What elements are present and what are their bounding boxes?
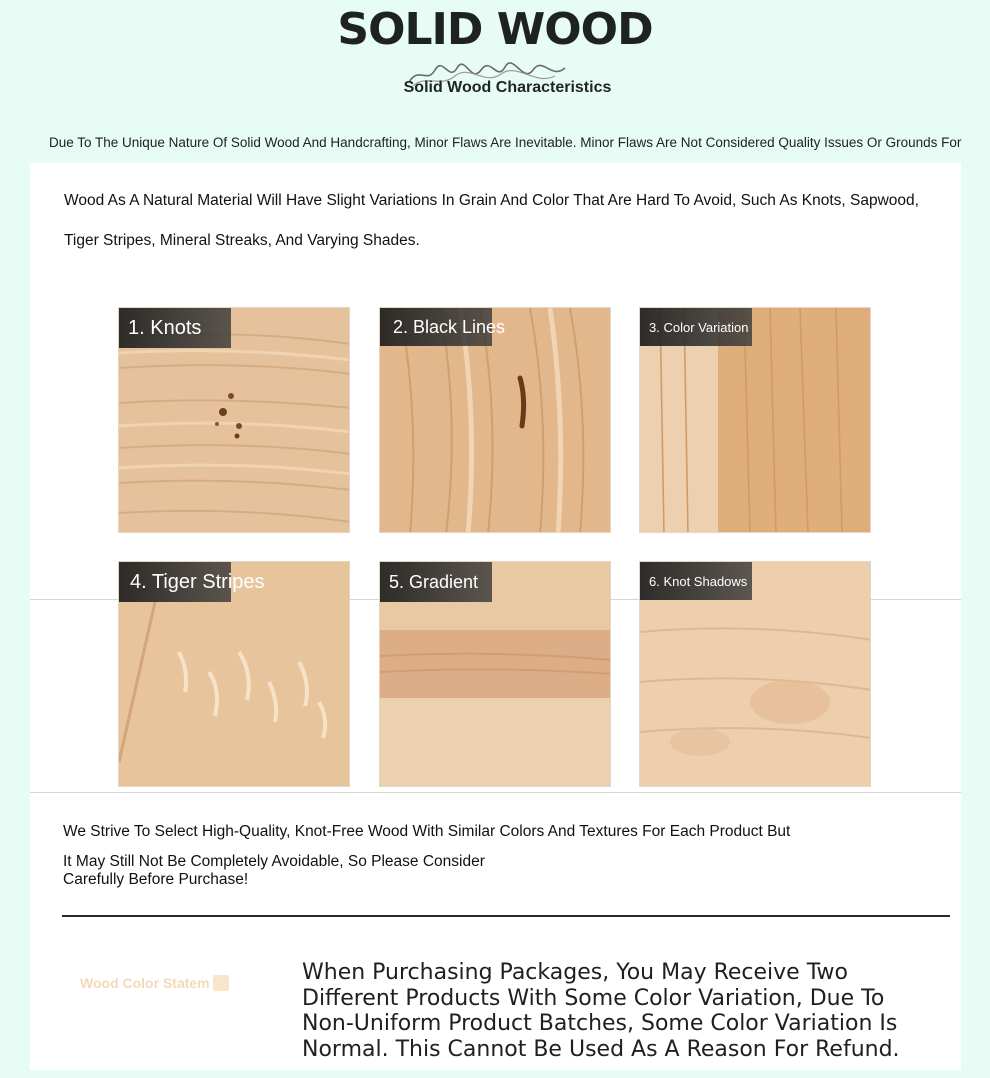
sample-label: 2. Black Lines	[380, 308, 492, 346]
sample-tile-knots	[118, 307, 350, 533]
sample-tile-tiger-stripes	[118, 561, 350, 787]
notice-line-2: It May Still Not Be Completely Avoidable, So Please Consider	[63, 853, 485, 870]
notice-text	[63, 823, 943, 889]
sample-tile-gradient	[379, 561, 611, 787]
section-rule	[62, 915, 950, 917]
package-statement: When Purchasing Packages, You May Receive Two Different Products With Some Color Variation, Due To Non-Uniform Product Batches, Some Color Variation Is Normal. This Cannot Be Used As A Reason For Refund.	[302, 960, 900, 1062]
notice-line-1: We Strive To Select High-Quality, Knot-Free Wood With Similar Colors And Textures For Each Product But	[63, 823, 791, 840]
sample-label: 6. Knot Shadows	[640, 562, 752, 600]
subtitle-block	[395, 60, 620, 104]
pencil-icon	[213, 975, 229, 991]
intro-line-1: Wood As A Natural Material Will Have Slight Variations In Grain And Color That Are Hard To Avoid, Such As Knots, Sapwood,	[64, 192, 919, 209]
intro-text	[64, 181, 954, 261]
page-title: SOLID WOOD	[337, 4, 653, 55]
wood-color-statement-text: Wood Color Statem	[80, 975, 210, 991]
sample-tile-color-variation	[639, 307, 871, 533]
sample-label: 4. Tiger Stripes	[119, 562, 231, 602]
intro-line-2: Tiger Stripes, Mineral Streaks, And Varying Shades.	[64, 232, 420, 249]
sample-label: 3. Color Variation	[640, 308, 752, 346]
sample-tile-black-lines	[379, 307, 611, 533]
sample-tile-knot-shadows	[639, 561, 871, 787]
sample-label: 5. Gradient	[380, 562, 492, 602]
sample-label: 1. Knots	[119, 308, 231, 348]
divider-line	[30, 792, 961, 793]
page-subtitle: Solid Wood Characteristics	[403, 79, 612, 96]
disclaimer-text: Due To The Unique Nature Of Solid Wood And Handcrafting, Minor Flaws Are Inevitable. Minor Flaws Are Not Considered Quality Issues Or Grounds For	[49, 135, 962, 150]
notice-line-3: Carefully Before Purchase!	[63, 871, 249, 888]
wood-color-statement-label	[80, 975, 236, 997]
content-card	[30, 163, 961, 1070]
